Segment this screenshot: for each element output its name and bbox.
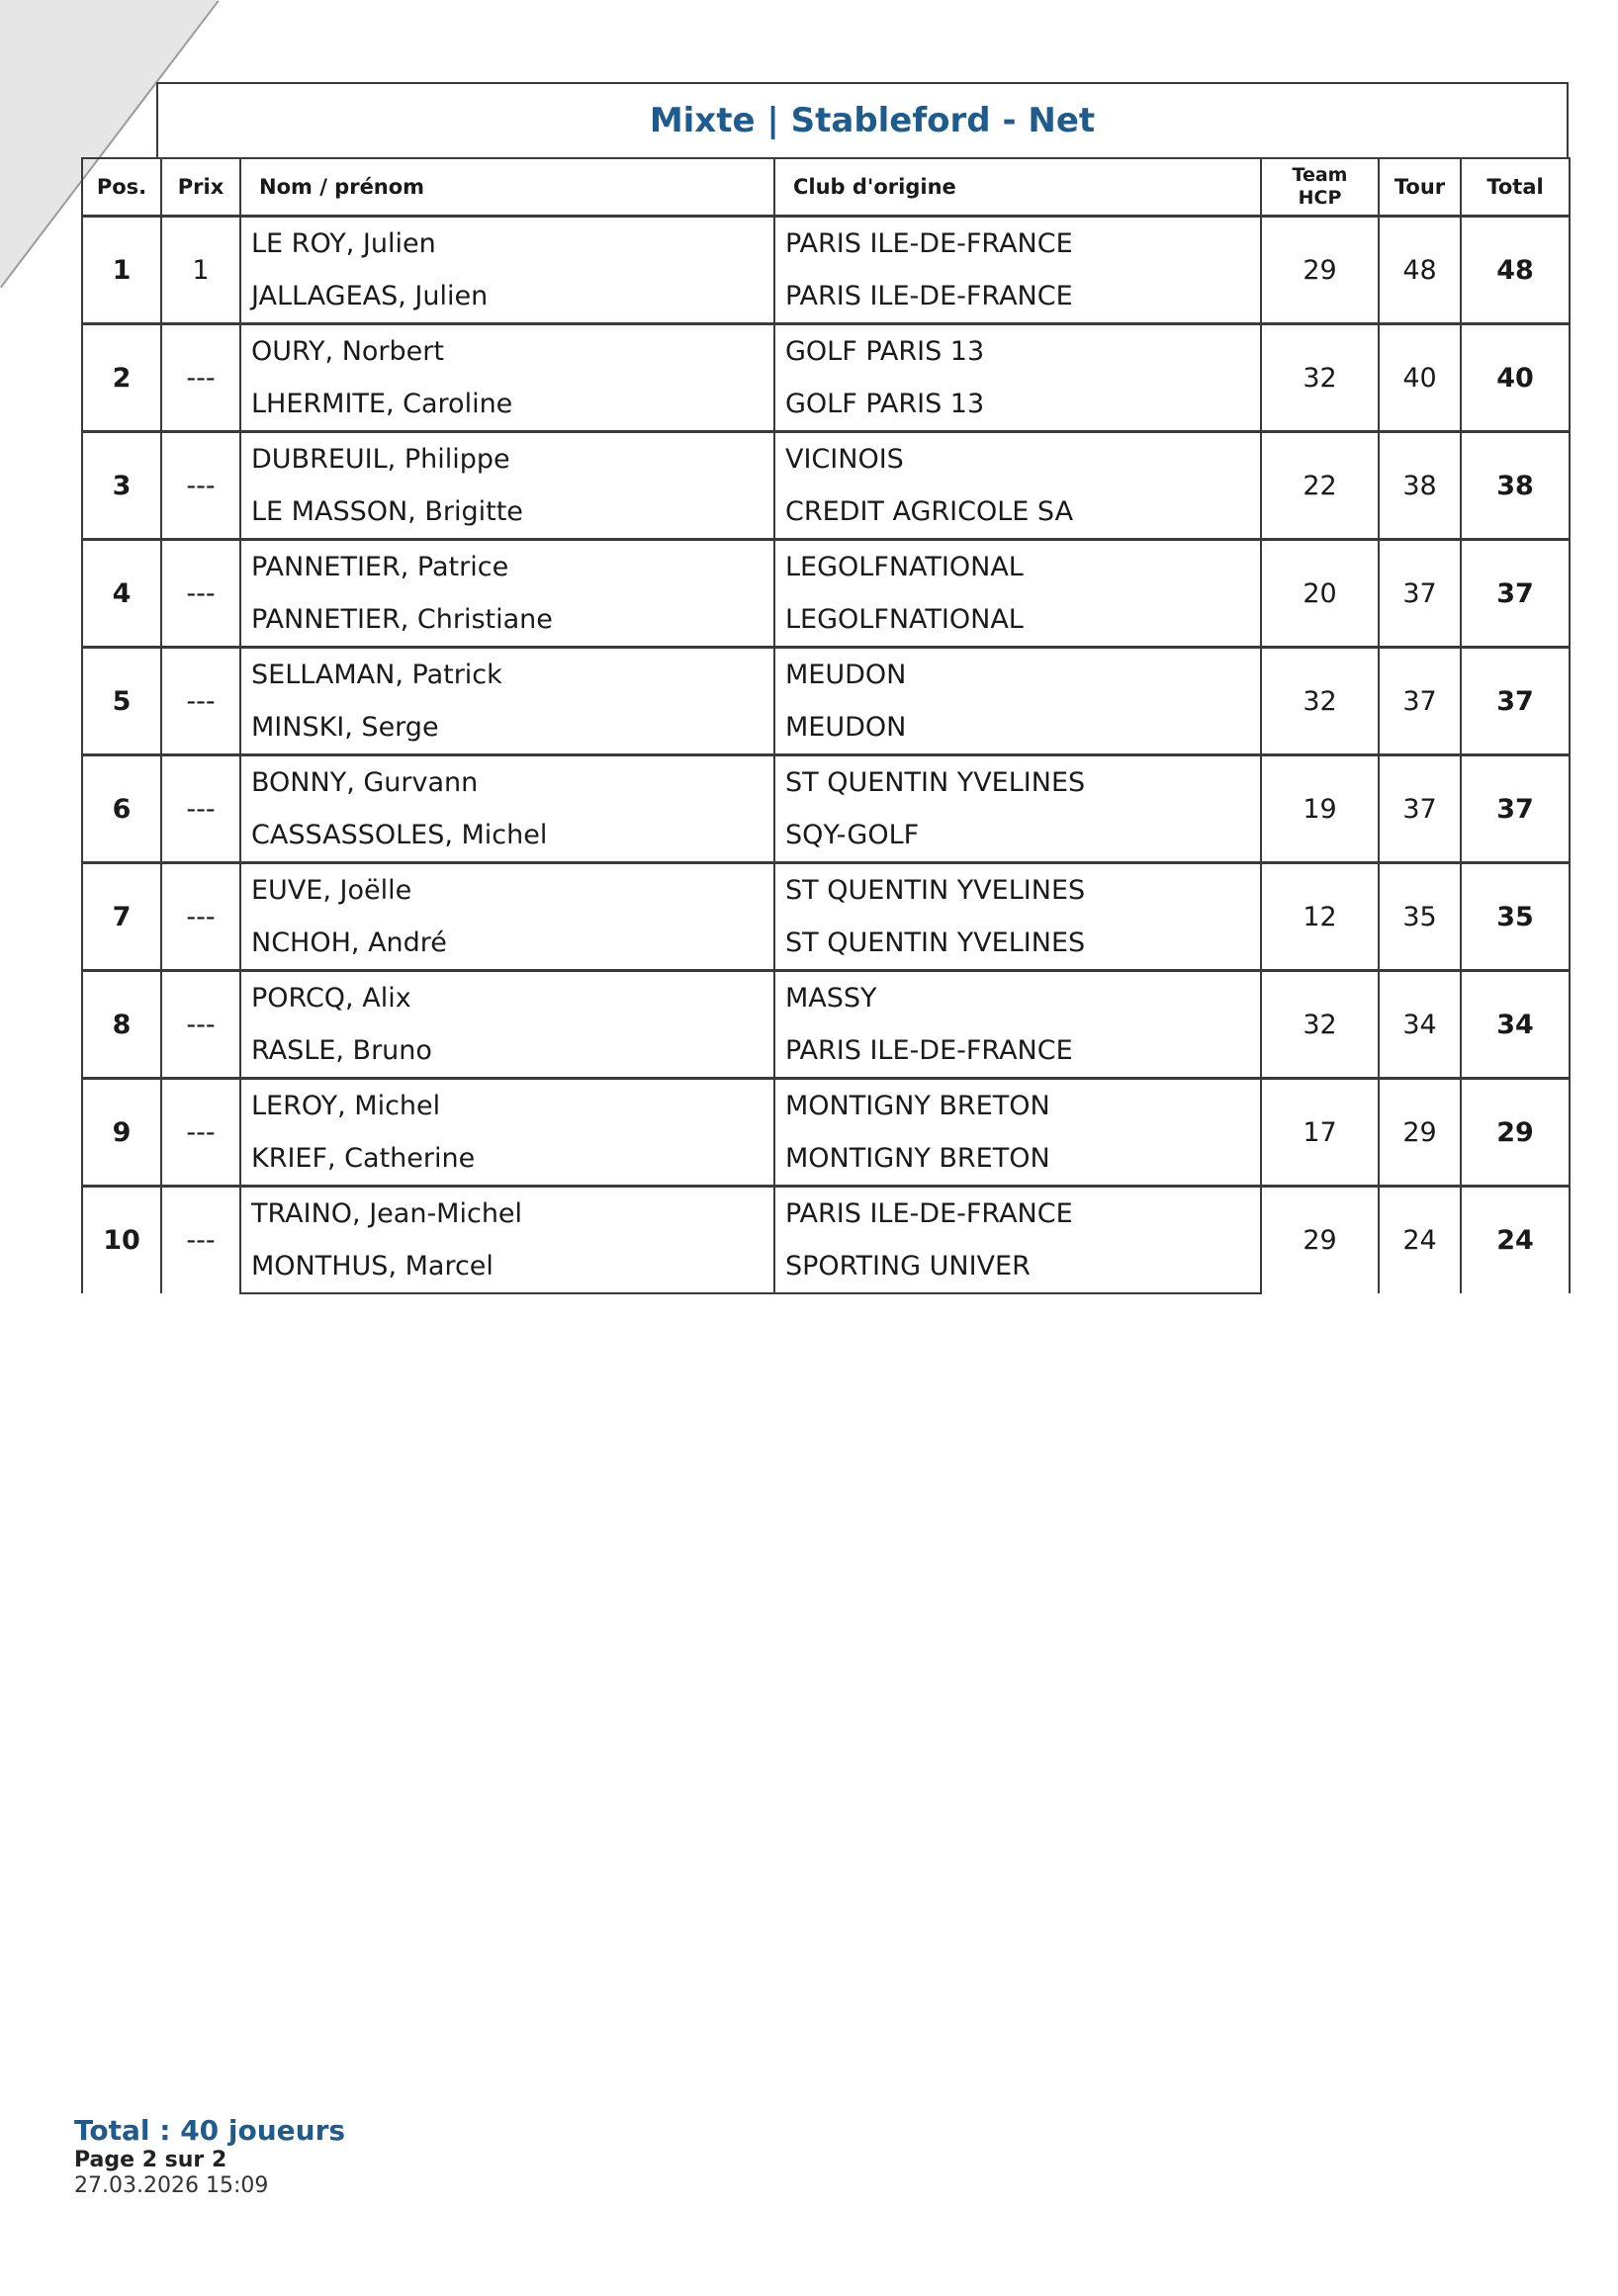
team-prix: ---	[161, 971, 240, 1079]
team-total: 37	[1461, 540, 1570, 648]
team-row	[82, 432, 1570, 486]
team-hcp: 32	[1261, 648, 1379, 755]
team-pos: 7	[82, 863, 161, 971]
team-row	[82, 971, 1570, 1025]
player-club: PARIS ILE-DE-FRANCE	[774, 1024, 1261, 1079]
player-club: PARIS ILE-DE-FRANCE	[774, 217, 1261, 271]
col-header-tour: Tour	[1379, 158, 1461, 217]
player-name: MONTHUS, Marcel	[240, 1240, 774, 1293]
team-row	[82, 217, 1570, 271]
title-box	[156, 82, 1569, 157]
player-name: LE ROY, Julien	[240, 217, 774, 271]
team-hcp: 22	[1261, 432, 1379, 540]
team-row	[82, 540, 1570, 594]
team-tour: 35	[1379, 863, 1461, 971]
team-total: 35	[1461, 863, 1570, 971]
team-row	[82, 1187, 1570, 1241]
col-header-name: Nom / prénom	[240, 158, 774, 217]
team-pos: 10	[82, 1187, 161, 1294]
player-name: LE MASSON, Brigitte	[240, 486, 774, 540]
team-prix: ---	[161, 324, 240, 432]
team-total: 37	[1461, 648, 1570, 755]
player-name: CASSASSOLES, Michel	[240, 809, 774, 863]
player-club: PARIS ILE-DE-FRANCE	[774, 1187, 1261, 1241]
team-row	[82, 863, 1570, 918]
player-name: OURY, Norbert	[240, 324, 774, 379]
col-header-pos: Pos.	[82, 158, 161, 217]
team-pos: 8	[82, 971, 161, 1079]
team-hcp: 12	[1261, 863, 1379, 971]
player-name: PORCQ, Alix	[240, 971, 774, 1025]
team-pos: 9	[82, 1079, 161, 1187]
player-club: LEGOLFNATIONAL	[774, 593, 1261, 648]
player-name: MINSKI, Serge	[240, 701, 774, 755]
team-total: 40	[1461, 324, 1570, 432]
team-pos: 6	[82, 755, 161, 863]
team-pos: 4	[82, 540, 161, 648]
player-club: MONTIGNY BRETON	[774, 1132, 1261, 1187]
player-club: MEUDON	[774, 648, 1261, 702]
team-prix: ---	[161, 648, 240, 755]
col-header-team-hcp-line1: Team	[1292, 164, 1348, 186]
player-club: LEGOLFNATIONAL	[774, 540, 1261, 594]
player-name: LHERMITE, Caroline	[240, 378, 774, 432]
col-header-total: Total	[1461, 158, 1570, 217]
col-header-club: Club d'origine	[774, 158, 1261, 217]
team-tour: 48	[1379, 217, 1461, 324]
team-total: 37	[1461, 755, 1570, 863]
team-hcp: 19	[1261, 755, 1379, 863]
team-tour: 40	[1379, 324, 1461, 432]
player-club: MEUDON	[774, 701, 1261, 755]
player-name: TRAINO, Jean-Michel	[240, 1187, 774, 1241]
col-header-team-hcp	[1261, 158, 1379, 217]
player-club: MASSY	[774, 971, 1261, 1025]
team-tour: 38	[1379, 432, 1461, 540]
player-name: LEROY, Michel	[240, 1079, 774, 1133]
page-title: Mixte | Stableford - Net	[649, 101, 1096, 140]
team-hcp: 32	[1261, 971, 1379, 1079]
player-name: PANNETIER, Patrice	[240, 540, 774, 594]
team-hcp: 17	[1261, 1079, 1379, 1187]
team-prix: ---	[161, 863, 240, 971]
team-tour: 34	[1379, 971, 1461, 1079]
col-header-team-hcp-line2: HCP	[1298, 187, 1342, 209]
player-name: PANNETIER, Christiane	[240, 593, 774, 648]
player-club: SPORTING UNIVER	[774, 1240, 1261, 1293]
team-total: 24	[1461, 1187, 1570, 1294]
player-club: VICINOIS	[774, 432, 1261, 486]
team-hcp: 20	[1261, 540, 1379, 648]
player-club: PARIS ILE-DE-FRANCE	[774, 270, 1261, 324]
team-tour: 37	[1379, 648, 1461, 755]
team-tour: 24	[1379, 1187, 1461, 1294]
team-prix: ---	[161, 755, 240, 863]
team-total: 38	[1461, 432, 1570, 540]
results-frame	[81, 82, 1569, 1281]
team-row	[82, 755, 1570, 810]
player-name: BONNY, Gurvann	[240, 755, 774, 810]
player-name: SELLAMAN, Patrick	[240, 648, 774, 702]
team-prix: ---	[161, 432, 240, 540]
team-prix: ---	[161, 1079, 240, 1187]
team-pos: 5	[82, 648, 161, 755]
team-prix: ---	[161, 540, 240, 648]
player-club: ST QUENTIN YVELINES	[774, 917, 1261, 971]
player-club: MONTIGNY BRETON	[774, 1079, 1261, 1133]
player-club: ST QUENTIN YVELINES	[774, 755, 1261, 810]
team-tour: 37	[1379, 755, 1461, 863]
table-header-row	[82, 158, 1570, 217]
team-total: 48	[1461, 217, 1570, 324]
team-hcp: 29	[1261, 1187, 1379, 1294]
print-datetime: 27.03.2026 15:09	[74, 2173, 269, 2198]
player-name: KRIEF, Catherine	[240, 1132, 774, 1187]
team-row	[82, 324, 1570, 379]
page-number: Page 2 sur 2	[74, 2148, 227, 2172]
team-pos: 1	[82, 217, 161, 324]
player-name: JALLAGEAS, Julien	[240, 270, 774, 324]
team-pos: 3	[82, 432, 161, 540]
results-table	[81, 157, 1571, 1294]
team-row	[82, 1079, 1570, 1133]
player-name: EUVE, Joëlle	[240, 863, 774, 918]
team-prix: ---	[161, 1187, 240, 1294]
player-club: ST QUENTIN YVELINES	[774, 863, 1261, 918]
team-row	[82, 648, 1570, 702]
team-tour: 29	[1379, 1079, 1461, 1187]
team-total: 29	[1461, 1079, 1570, 1187]
team-prix: 1	[161, 217, 240, 324]
col-header-prix: Prix	[161, 158, 240, 217]
page-footer	[74, 2114, 345, 2199]
player-name: NCHOH, André	[240, 917, 774, 971]
team-total: 34	[1461, 971, 1570, 1079]
player-name: RASLE, Bruno	[240, 1024, 774, 1079]
player-club: GOLF PARIS 13	[774, 378, 1261, 432]
team-hcp: 29	[1261, 217, 1379, 324]
team-pos: 2	[82, 324, 161, 432]
player-name: DUBREUIL, Philippe	[240, 432, 774, 486]
team-tour: 37	[1379, 540, 1461, 648]
player-club: GOLF PARIS 13	[774, 324, 1261, 379]
team-hcp: 32	[1261, 324, 1379, 432]
player-club: CREDIT AGRICOLE SA	[774, 486, 1261, 540]
total-players: Total : 40 joueurs	[74, 2114, 346, 2147]
player-club: SQY-GOLF	[774, 809, 1261, 863]
